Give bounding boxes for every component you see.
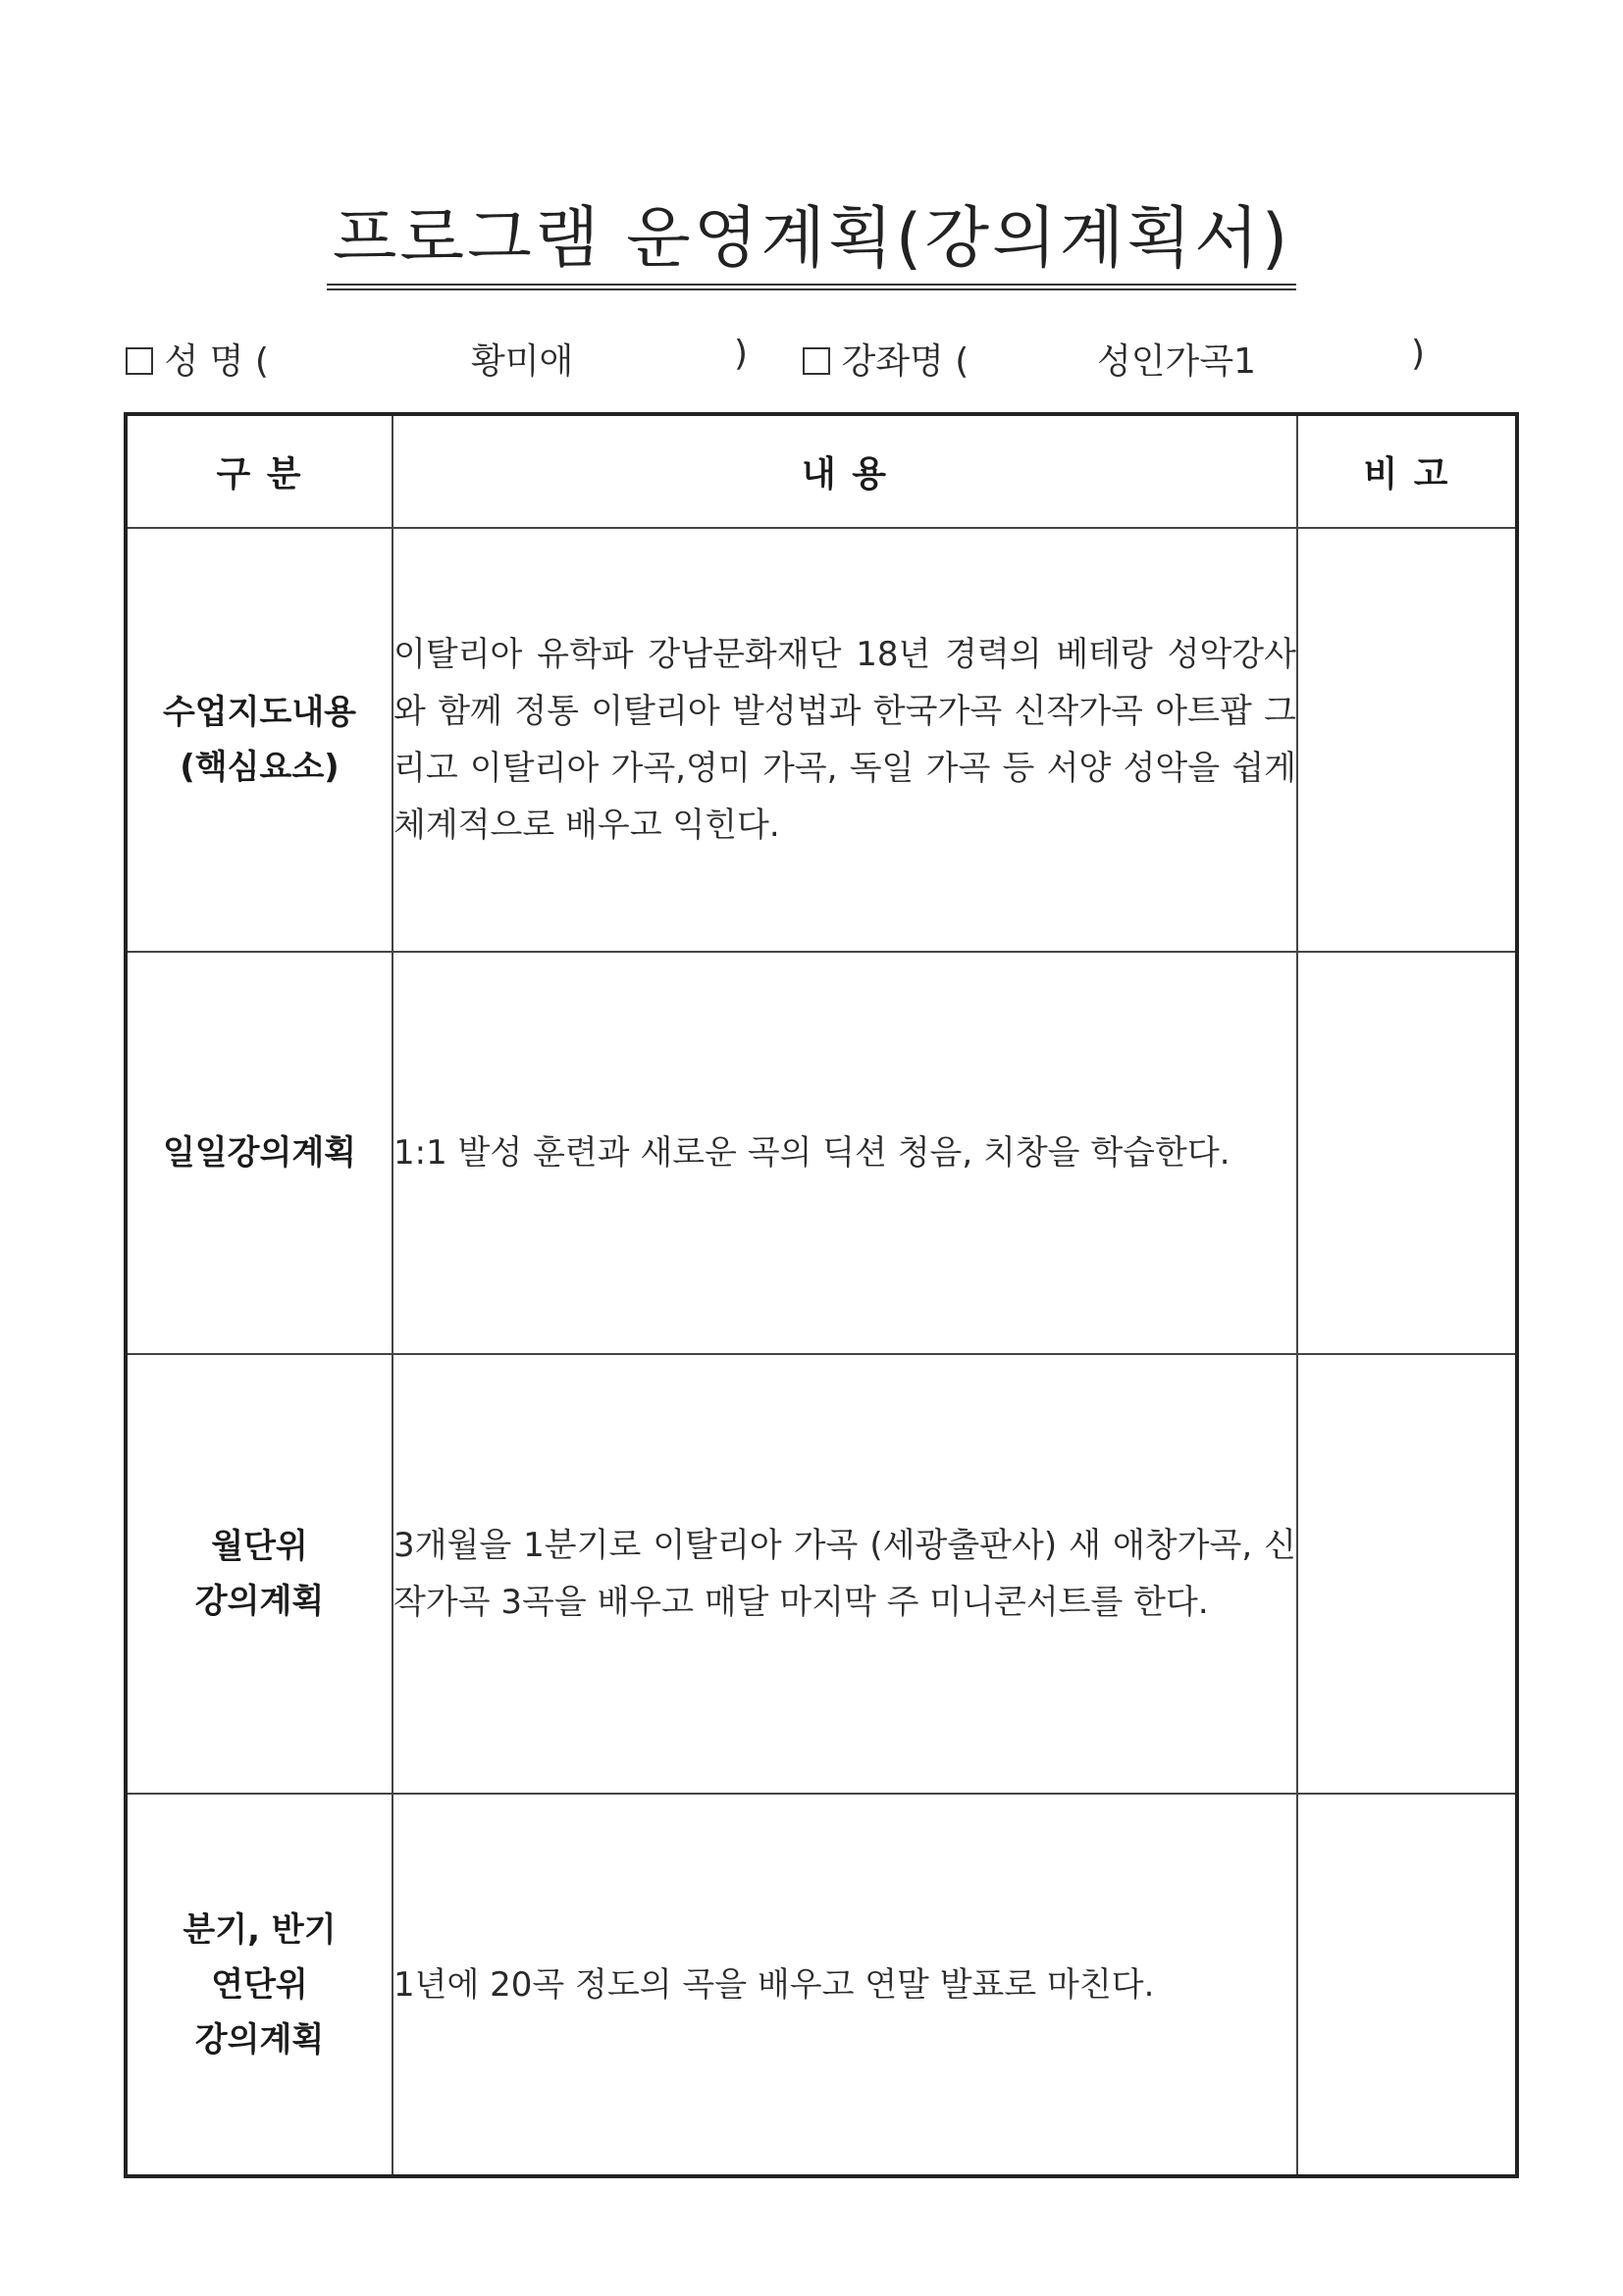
table-row — [126, 952, 1517, 1354]
table-row — [126, 1794, 1517, 2176]
name-close: ) — [734, 334, 749, 374]
category-line: 강의계획 — [194, 1582, 325, 1621]
header-category: 구 분 — [126, 414, 393, 528]
name-field — [126, 334, 269, 384]
row-content: 1:1 발성 훈련과 새로운 곡의 딕션 청음, 치창을 학습한다. — [393, 952, 1297, 1354]
category-line: 월단위 — [211, 1527, 308, 1566]
category-line: 연단위 — [211, 1964, 308, 2005]
header-note: 비 고 — [1297, 414, 1517, 528]
header-content: 내 용 — [393, 414, 1297, 528]
row-note — [1297, 952, 1517, 1354]
row-note — [1297, 1794, 1517, 2176]
table-header-row — [126, 414, 1517, 528]
course-label: 강좌명 ( — [841, 341, 969, 382]
checkbox-icon — [803, 347, 830, 375]
course-value: 성인가곡1 — [1097, 341, 1257, 382]
course-close: ) — [1411, 334, 1426, 374]
category-line: (핵심요소) — [180, 748, 340, 787]
table-row — [126, 528, 1517, 952]
row-note — [1297, 1354, 1517, 1794]
row-category — [126, 952, 393, 1354]
row-category — [126, 1354, 393, 1794]
row-category — [126, 528, 393, 952]
category-line: 분기, 반기 — [183, 1909, 337, 1950]
row-note — [1297, 528, 1517, 952]
name-label: 성 명 ( — [164, 341, 269, 382]
document-title: 프로그램 운영계획(강의계획서) — [327, 201, 1297, 290]
row-content: 3개월을 1분기로 이탈리아 가곡 (세광출판사) 새 애창가곡, 신작가곡 3곡을 배우고 매달 마지막 주 미니콘서트를 한다. — [393, 1354, 1297, 1794]
category-line: 강의계획 — [194, 2019, 325, 2060]
name-value: 황미애 — [471, 341, 574, 382]
row-content: 1년에 20곡 정도의 곡을 배우고 연말 발표로 마친다. — [393, 1794, 1297, 2176]
lecture-plan-table — [124, 412, 1519, 2178]
category-line: 일일강의계획 — [162, 1133, 357, 1173]
checkbox-icon — [126, 347, 153, 375]
table-row — [126, 1354, 1517, 1794]
row-content: 이탈리아 유학파 강남문화재단 18년 경력의 베테랑 성악강사와 함께 정통 이탈리아 발성법과 한국가곡 신작가곡 아트팝 그리고 이탈리아 가곡,영미 가곡, 독일 가곡 등 서양 성악을 쉽게 체계적으로 배우고 익힌다. — [393, 528, 1297, 952]
row-category — [126, 1794, 393, 2176]
category-line: 수업지도내용 — [162, 693, 357, 732]
document-title-wrap — [0, 201, 1623, 290]
course-field — [803, 334, 969, 384]
